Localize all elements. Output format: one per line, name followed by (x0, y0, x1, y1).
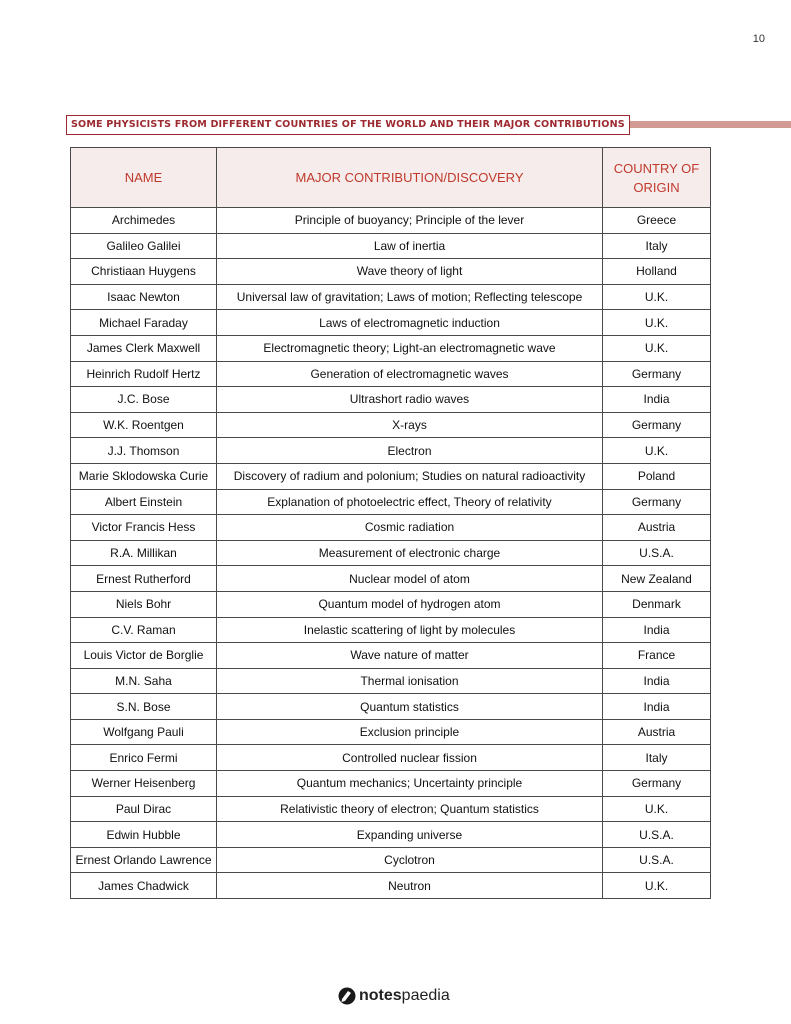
table-row (71, 335, 711, 361)
physicist-name-cell: Christiaan Huygens (71, 259, 217, 285)
table-row (71, 745, 711, 771)
physicist-name-cell: Heinrich Rudolf Hertz (71, 361, 217, 387)
header-country: COUNTRY OF ORIGIN (603, 148, 711, 208)
section-title: SOME PHYSICISTS FROM DIFFERENT COUNTRIES OF THE WORLD AND THEIR MAJOR CONTRIBUTIONS (66, 115, 630, 135)
contribution-cell: Cosmic radiation (217, 515, 603, 541)
contribution-cell: Neutron (217, 873, 603, 899)
contribution-cell: Quantum mechanics; Uncertainty principle (217, 771, 603, 797)
contribution-cell: X-rays (217, 412, 603, 438)
physicist-name-cell: Wolfgang Pauli (71, 719, 217, 745)
table-row (71, 796, 711, 822)
physicists-table (70, 147, 711, 899)
notespaedia-logo-icon (338, 987, 356, 1005)
table-row (71, 387, 711, 413)
table-row (71, 489, 711, 515)
contribution-cell: Electromagnetic theory; Light-an electromagnetic wave (217, 335, 603, 361)
table-row (71, 259, 711, 285)
country-cell: France (603, 643, 711, 669)
brand-name-rest: paedia (401, 987, 450, 1004)
country-cell: U.S.A. (603, 822, 711, 848)
brand-name-bold: notes (359, 987, 402, 1004)
table-row (71, 540, 711, 566)
table-row (71, 873, 711, 899)
country-cell: India (603, 694, 711, 720)
country-cell: Holland (603, 259, 711, 285)
country-cell: Poland (603, 463, 711, 489)
table-row (71, 310, 711, 336)
physicist-name-cell: Louis Victor de Borglie (71, 643, 217, 669)
country-cell: Denmark (603, 591, 711, 617)
physicist-name-cell: James Clerk Maxwell (71, 335, 217, 361)
country-cell: Germany (603, 412, 711, 438)
table-row (71, 361, 711, 387)
contribution-cell: Wave theory of light (217, 259, 603, 285)
contribution-cell: Explanation of photoelectric effect, Theory of relativity (217, 489, 603, 515)
country-cell: India (603, 617, 711, 643)
country-cell: Austria (603, 515, 711, 541)
table-row (71, 591, 711, 617)
physicist-name-cell: S.N. Bose (71, 694, 217, 720)
physicist-name-cell: Victor Francis Hess (71, 515, 217, 541)
physicist-name-cell: Ernest Orlando Lawrence (71, 847, 217, 873)
contribution-cell: Quantum statistics (217, 694, 603, 720)
contribution-cell: Nuclear model of atom (217, 566, 603, 592)
contribution-cell: Measurement of electronic charge (217, 540, 603, 566)
table-row (71, 822, 711, 848)
contribution-cell: Exclusion principle (217, 719, 603, 745)
physicist-name-cell: Niels Bohr (71, 591, 217, 617)
country-cell: U.S.A. (603, 847, 711, 873)
country-cell: Germany (603, 489, 711, 515)
footer-logo (338, 985, 450, 1007)
contribution-cell: Universal law of gravitation; Laws of motion; Reflecting telescope (217, 284, 603, 310)
page-number: 10 (752, 33, 765, 45)
physicist-name-cell: Ernest Rutherford (71, 566, 217, 592)
physicist-name-cell: Albert Einstein (71, 489, 217, 515)
country-cell: India (603, 387, 711, 413)
contribution-cell: Law of inertia (217, 233, 603, 259)
table-row (71, 668, 711, 694)
contribution-cell: Ultrashort radio waves (217, 387, 603, 413)
country-cell: Greece (603, 208, 711, 234)
physicist-name-cell: J.C. Bose (71, 387, 217, 413)
table-row (71, 438, 711, 464)
country-cell: Austria (603, 719, 711, 745)
country-cell: U.K. (603, 438, 711, 464)
table-row (71, 566, 711, 592)
contribution-cell: Thermal ionisation (217, 668, 603, 694)
table-row (71, 643, 711, 669)
contribution-cell: Cyclotron (217, 847, 603, 873)
contribution-cell: Quantum model of hydrogen atom (217, 591, 603, 617)
contribution-cell: Wave nature of matter (217, 643, 603, 669)
country-cell: U.K. (603, 284, 711, 310)
contribution-cell: Inelastic scattering of light by molecules (217, 617, 603, 643)
title-decorative-stripe (606, 121, 791, 128)
contribution-cell: Discovery of radium and polonium; Studies on natural radioactivity (217, 463, 603, 489)
table-row (71, 515, 711, 541)
table-row (71, 412, 711, 438)
table-header-row (71, 148, 711, 208)
physicist-name-cell: Marie Sklodowska Curie (71, 463, 217, 489)
physicist-name-cell: Archimedes (71, 208, 217, 234)
country-cell: India (603, 668, 711, 694)
table-row (71, 719, 711, 745)
physicist-name-cell: R.A. Millikan (71, 540, 217, 566)
contribution-cell: Controlled nuclear fission (217, 745, 603, 771)
table-body (71, 208, 711, 899)
table-row (71, 617, 711, 643)
physicist-name-cell: James Chadwick (71, 873, 217, 899)
physicist-name-cell: Werner Heisenberg (71, 771, 217, 797)
country-cell: Germany (603, 771, 711, 797)
header-name: NAME (71, 148, 217, 208)
contribution-cell: Expanding universe (217, 822, 603, 848)
country-cell: U.K. (603, 796, 711, 822)
physicist-name-cell: M.N. Saha (71, 668, 217, 694)
country-cell: U.S.A. (603, 540, 711, 566)
contribution-cell: Principle of buoyancy; Principle of the lever (217, 208, 603, 234)
physicist-name-cell: Michael Faraday (71, 310, 217, 336)
physicist-name-cell: Isaac Newton (71, 284, 217, 310)
country-cell: Italy (603, 745, 711, 771)
physicist-name-cell: Enrico Fermi (71, 745, 217, 771)
section-title-bar (66, 115, 791, 135)
table-row (71, 233, 711, 259)
country-cell: U.K. (603, 310, 711, 336)
contribution-cell: Laws of electromagnetic induction (217, 310, 603, 336)
country-cell: Germany (603, 361, 711, 387)
table-row (71, 771, 711, 797)
physicist-name-cell: Galileo Galilei (71, 233, 217, 259)
table-row (71, 208, 711, 234)
physicist-name-cell: J.J. Thomson (71, 438, 217, 464)
country-cell: Italy (603, 233, 711, 259)
contribution-cell: Electron (217, 438, 603, 464)
country-cell: New Zealand (603, 566, 711, 592)
country-cell: U.K. (603, 335, 711, 361)
table-row (71, 284, 711, 310)
table-row (71, 463, 711, 489)
table-row (71, 694, 711, 720)
physicist-name-cell: Edwin Hubble (71, 822, 217, 848)
header-contribution: MAJOR CONTRIBUTION/DISCOVERY (217, 148, 603, 208)
contribution-cell: Generation of electromagnetic waves (217, 361, 603, 387)
physicist-name-cell: W.K. Roentgen (71, 412, 217, 438)
brand-name (359, 987, 450, 1005)
contribution-cell: Relativistic theory of electron; Quantum statistics (217, 796, 603, 822)
physicist-name-cell: C.V. Raman (71, 617, 217, 643)
country-cell: U.K. (603, 873, 711, 899)
physicist-name-cell: Paul Dirac (71, 796, 217, 822)
table-row (71, 847, 711, 873)
